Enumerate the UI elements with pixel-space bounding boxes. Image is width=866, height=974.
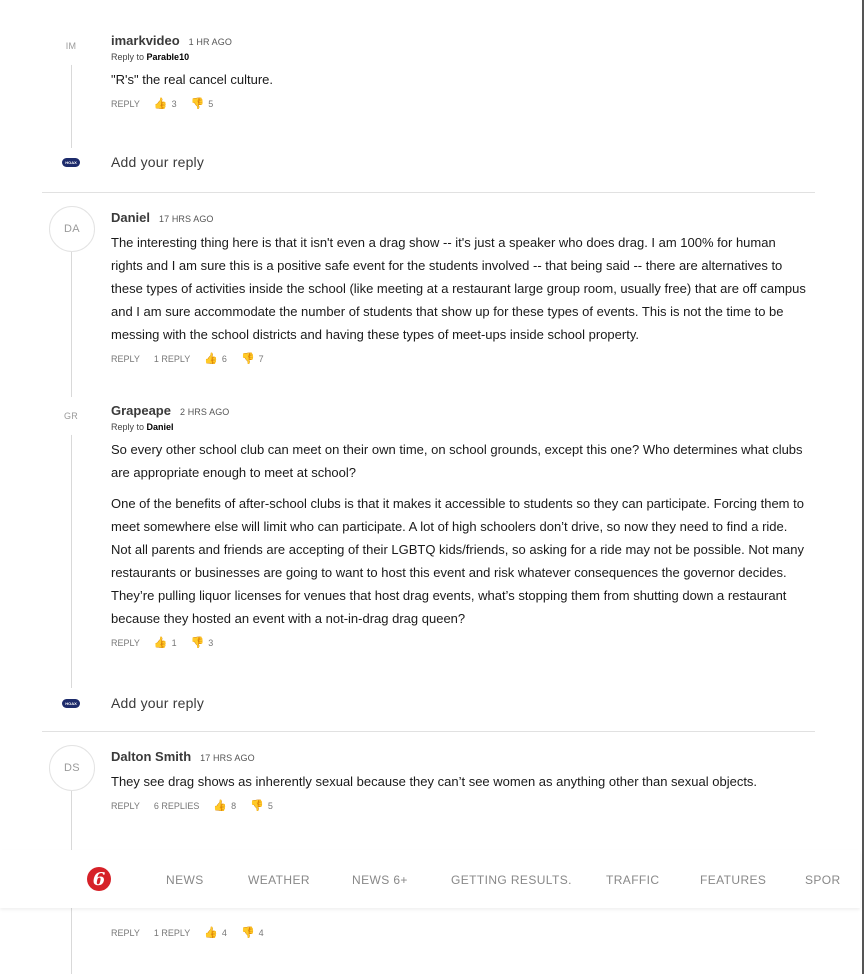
comment: [111, 403, 806, 649]
nav-item-features[interactable]: FEATURES: [700, 873, 767, 887]
site-navbar: [0, 850, 860, 908]
comment-time: 1 HR AGO: [188, 37, 232, 47]
comment-time: 17 HRS AGO: [159, 214, 214, 224]
comment-body: [111, 68, 811, 91]
thumbs-up-icon: 👍: [213, 800, 228, 812]
avatar[interactable]: IM: [52, 27, 90, 65]
thumbs-up-icon: 👍: [204, 927, 218, 939]
nav-item-news6plus[interactable]: NEWS 6+: [352, 873, 408, 887]
comment: [111, 926, 811, 939]
like-button[interactable]: 👍 4: [204, 927, 227, 939]
thumbs-up-icon: 👍: [153, 98, 168, 110]
news6-logo[interactable]: 6: [87, 867, 111, 891]
nav-item-sports[interactable]: SPOR: [805, 873, 841, 887]
reply-to: Reply to Parable10: [111, 52, 190, 62]
dislike-button[interactable]: 👎 4: [240, 927, 264, 939]
add-reply-row: [62, 154, 205, 170]
thread-line: [71, 56, 72, 148]
comment-actions: [111, 926, 811, 939]
nav-item-weather[interactable]: WEATHER: [248, 873, 310, 887]
page-edge-rule: [862, 0, 864, 974]
avatar[interactable]: DS: [49, 745, 95, 791]
comment: [111, 33, 811, 110]
comment-author[interactable]: Grapeape: [111, 403, 171, 418]
thumbs-down-icon: 👎: [240, 927, 255, 939]
comment-body: [111, 438, 806, 630]
dislike-button[interactable]: 👎 5: [250, 800, 273, 812]
comment-actions: [111, 799, 811, 812]
comment-paragraph: So every other school club can meet on their own time, on school grounds, except this one? Who determines what clubs are appropriate enough to meet at school?: [111, 442, 803, 480]
avatar[interactable]: DA: [49, 206, 95, 252]
user-badge: HOAX: [62, 158, 80, 167]
reply-to-author[interactable]: Parable10: [146, 52, 190, 62]
nav-item-news[interactable]: NEWS: [166, 873, 204, 887]
dislike-button[interactable]: 👎 7: [240, 353, 264, 365]
like-button[interactable]: 👍 3: [153, 98, 177, 110]
add-reply-input[interactable]: Add your reply: [111, 695, 205, 711]
like-button[interactable]: 👍 8: [213, 800, 237, 812]
reply-to: Reply to Daniel: [111, 422, 174, 432]
like-button[interactable]: 👍 6: [204, 353, 227, 365]
reply-button[interactable]: REPLY: [111, 98, 140, 109]
thumbs-up-icon: 👍: [204, 353, 218, 365]
comment-actions: [111, 352, 806, 365]
like-button[interactable]: 👍 1: [153, 637, 177, 649]
dislike-button[interactable]: 👎 5: [190, 98, 214, 110]
avatar[interactable]: GR: [52, 397, 90, 435]
add-reply-row: [62, 695, 205, 711]
comment-paragraph: The interesting thing here is that it isn't even a drag show -- it's just a speaker who does drag. I am 100% for human rights and I am sure this is a positive safe event for the students involved -- that being said -- there are alternatives to these types of activities inside the school (like meeting at a restaurant large group room, usually free) that are off campus and I am sure accommodate the number of students that show up for these types of events. This is not the time to be messing with the school districts and having these types of meet-ups inside school property.: [111, 235, 806, 342]
comment-paragraph: One of the benefits of after-school clubs is that it makes it accessible to students so they can participate. Forcing them to meet somewhere else will limit who can participate. A lot of high schoolers don’t drive, so now they need to find a ride. Not all parents and friends are accepting of their LGBTQ kids/friends, so asking for a ride may not be possible. Not many restaurants or businesses are going to want to host this event and risk whatever consequences the governor decides. They’re pulling liquor licenses for venues that host drag events, what’s stopping them from shutting down a restaurant because they hosted an event with a not-in-drag drag queen?: [111, 496, 804, 626]
comment: [111, 749, 811, 812]
comment-body: [111, 770, 811, 793]
comment-author[interactable]: Daniel: [111, 210, 151, 225]
thumbs-down-icon: 👎: [250, 800, 264, 812]
divider: [42, 192, 815, 193]
nav-item-traffic[interactable]: TRAFFIC: [606, 873, 660, 887]
thumbs-down-icon: 👎: [240, 353, 255, 365]
reply-to-author[interactable]: Daniel: [146, 422, 174, 432]
reply-button[interactable]: REPLY: [111, 800, 140, 811]
user-badge: HOAX: [62, 699, 80, 708]
view-replies-button[interactable]: 1 REPLY: [153, 927, 191, 938]
comment-time: 2 HRS AGO: [179, 407, 230, 417]
thumbs-down-icon: 👎: [190, 98, 205, 110]
divider: [42, 731, 815, 732]
comment: [111, 210, 806, 365]
dislike-button[interactable]: 👎 3: [190, 637, 214, 649]
view-replies-button[interactable]: 6 REPLIES: [153, 800, 200, 811]
thumbs-down-icon: 👎: [190, 637, 205, 649]
nav-item-getting-results[interactable]: GETTING RESULTS.: [451, 873, 572, 887]
view-replies-button[interactable]: 1 REPLY: [153, 353, 191, 364]
comment-actions: [111, 97, 811, 110]
comment-author[interactable]: Dalton Smith: [111, 749, 192, 764]
add-reply-input[interactable]: Add your reply: [111, 154, 205, 170]
reply-button[interactable]: REPLY: [111, 637, 140, 648]
reply-button[interactable]: REPLY: [111, 927, 140, 938]
comment-body: [111, 231, 806, 346]
comment-paragraph: They see drag shows as inherently sexual because they can’t see women as anything other than sexual objects.: [111, 774, 758, 789]
comment-author[interactable]: imarkvideo: [111, 33, 180, 48]
reply-button[interactable]: REPLY: [111, 353, 140, 364]
comment-time: 17 HRS AGO: [200, 753, 255, 763]
thread-line: [71, 250, 72, 688]
thumbs-up-icon: 👍: [153, 637, 168, 649]
comment-paragraph: "R's" the real cancel culture.: [111, 72, 274, 87]
comment-actions: [111, 636, 806, 649]
